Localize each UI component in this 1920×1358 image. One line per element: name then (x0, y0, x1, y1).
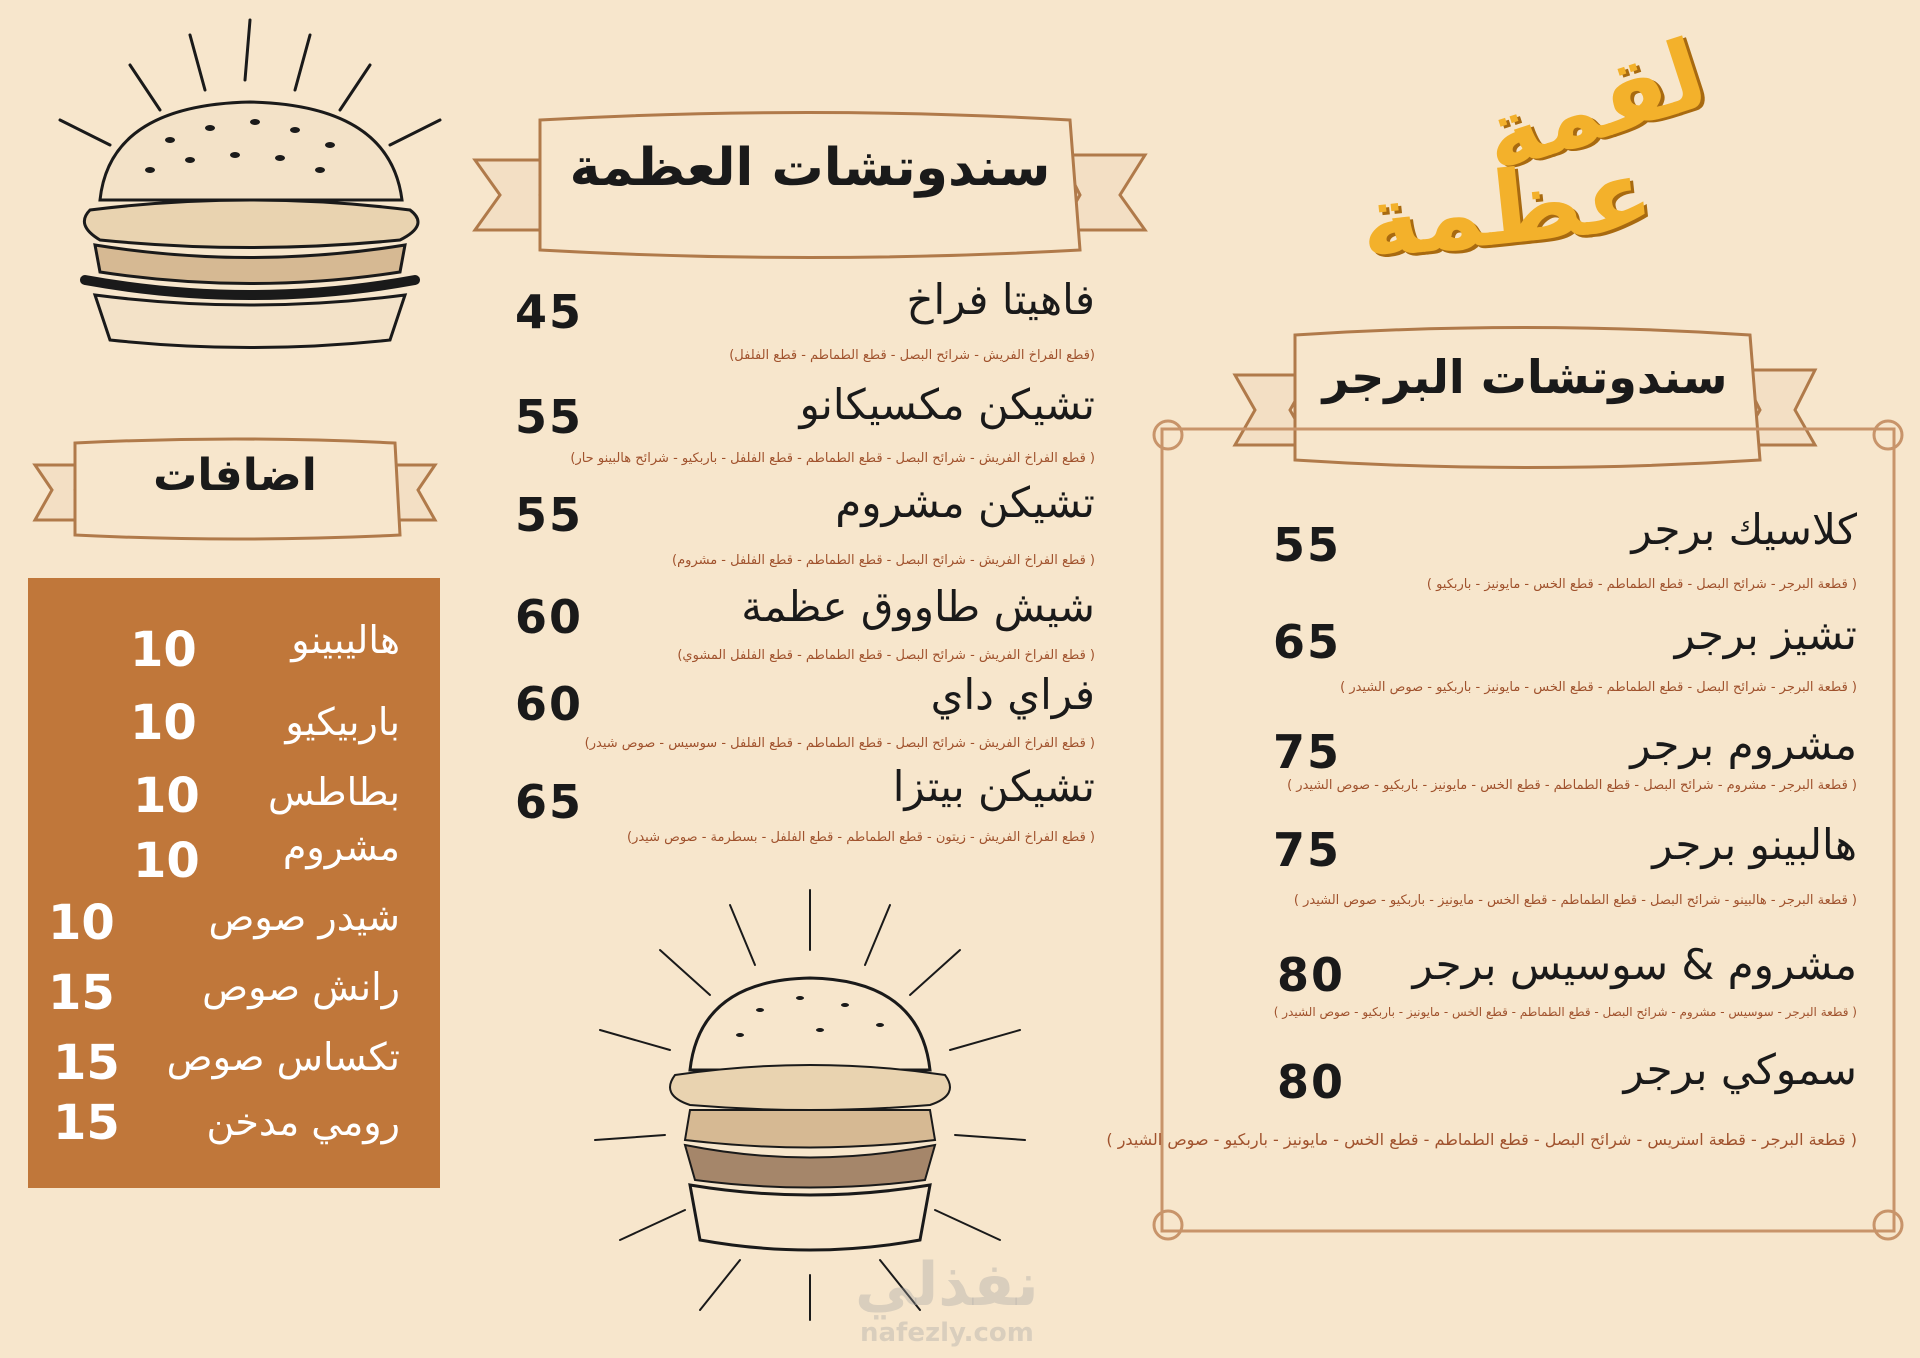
addons-section-title: اضافات (153, 450, 317, 501)
logo-line-1: لقمة (1468, 17, 1720, 195)
azama-item-desc: ( قطع الفراخ الفريش - شرائح البصل - قطع الطماطم - قطع الفلفل المشوي) (677, 648, 1095, 663)
burger-item-price: 80 (1277, 1055, 1346, 1109)
azama-item-name: شيش طاووق عظمة (741, 582, 1095, 631)
addon-name: شيدر صوص (208, 895, 400, 939)
azama-item-price: 60 (515, 590, 584, 644)
addon-name: بطاطس (267, 770, 400, 814)
addon-price: 10 (48, 895, 115, 951)
addon-price: 15 (53, 1095, 120, 1151)
addon-name: رانش صوص (202, 965, 400, 1009)
burger-section-title: سندوتشات البرجر (1322, 350, 1728, 404)
azama-item-name: تشيكن مكسيكانو (799, 380, 1095, 429)
logo-line-2: عظمة (1354, 134, 1659, 283)
burger-item-price: 75 (1273, 725, 1342, 779)
burger-item-desc: ( قطعة البرجر - سوسيس - مشروم - شرائح البصل - قطع الطماطم - قطع الخس - مايونيز - باربكيو - صوص الشيدر ) (1273, 1005, 1857, 1019)
azama-item-name: تشيكن مشروم (835, 478, 1095, 527)
addon-price: 15 (53, 1035, 120, 1091)
burger-item-name: مشروم & سوسيس برجر (1412, 940, 1857, 989)
addon-name: هاليبينو (291, 618, 400, 662)
azama-item-name: فاهيتا فراخ (906, 275, 1095, 324)
azama-item-price: 55 (515, 488, 584, 542)
burger-item-desc: ( قطعة البرجر - مشروم - شرائح البصل - قطع الطماطم - قطع الخس - مايونيز - باربكيو - صوص الشيدر ) (1287, 778, 1857, 793)
burger-item-name: مشروم برجر (1630, 720, 1857, 769)
burger-sketch-icon (40, 10, 460, 370)
azama-item-name: تشيكن بيتزا (892, 762, 1095, 811)
brand-logo (1350, 17, 1780, 290)
addon-name: رومي مدخن (206, 1100, 400, 1144)
burger-item-name: هالبينو برجر (1652, 820, 1857, 869)
azama-item-name: فراي داي (930, 670, 1095, 719)
addon-price: 10 (133, 833, 200, 889)
watermark-latin: nafezly.com (860, 1318, 1034, 1348)
addon-price: 10 (133, 768, 200, 824)
addon-price: 15 (48, 965, 115, 1021)
azama-item-price: 45 (515, 285, 584, 339)
burger-item-desc: ( قطعة البرجر - هالبينو - شرائح البصل - قطع الطماطم - قطع الخس - مايونيز - باربكيو - صوص الشيدر ) (1293, 893, 1857, 908)
burger-item-price: 75 (1273, 823, 1342, 877)
azama-item-desc: ( قطع الفراخ الفريش - شرائح البصل - قطع الطماطم - قطع الفلفل - باربكيو - شرائح هالبينو حار) (570, 451, 1095, 466)
azama-item-price: 60 (515, 677, 584, 731)
azama-item-price: 55 (515, 390, 584, 444)
azama-item-desc: ( قطع الفراخ الفريش - شرائح البصل - قطع الطماطم - قطع الفلفل - سوسيس - صوص شيدر) (584, 736, 1095, 751)
addon-name: باربيكيو (285, 700, 400, 744)
burger-item-desc: ( قطعة البرجر - شرائح البصل - قطع الطماطم - قطع الخس - مايونيز - باربكيو ) (1426, 577, 1857, 592)
burger-item-name: سموكي برجر (1623, 1045, 1857, 1094)
azama-item-desc: ( قطع الفراخ الفريش - شرائح البصل - قطع الطماطم - قطع الفلفل - مشروم) (672, 553, 1095, 568)
addon-name: تكساس صوص (166, 1035, 400, 1079)
azama-section-title: سندوتشات العظمة (569, 138, 1051, 198)
addon-name: مشروم (282, 825, 400, 869)
burger-item-price: 65 (1273, 615, 1342, 669)
addon-price: 10 (130, 622, 197, 678)
burger-item-name: كلاسيك برجر (1631, 505, 1857, 554)
azama-item-price: 65 (515, 775, 584, 829)
addon-price: 10 (130, 695, 197, 751)
burger-item-price: 80 (1277, 948, 1346, 1002)
watermark-arabic: نفذلي (855, 1250, 1039, 1320)
azama-item-desc: (قطع الفراخ الفريش - شرائح البصل - قطع الطماطم - قطع الفلفل) (729, 348, 1095, 363)
burger-item-name: تشيز برجر (1674, 610, 1857, 659)
burger-item-price: 55 (1273, 518, 1342, 572)
burger-item-desc: ( قطعة البرجر - قطعة استريس - شرائح البصل - قطع الطماطم - قطع الخس - مايونيز - باربكيو - صوص الشيدر ) (1106, 1130, 1857, 1149)
burger-item-desc: ( قطعة البرجر - شرائح البصل - قطع الطماطم - قطع الخس - مايونيز - باربكيو - صوص الشيدر ) (1340, 680, 1857, 695)
azama-item-desc: ( قطع الفراخ الفريش - زيتون - قطع الطماطم - قطع الفلفل - بسطرمة - صوص شيدر) (627, 830, 1095, 845)
